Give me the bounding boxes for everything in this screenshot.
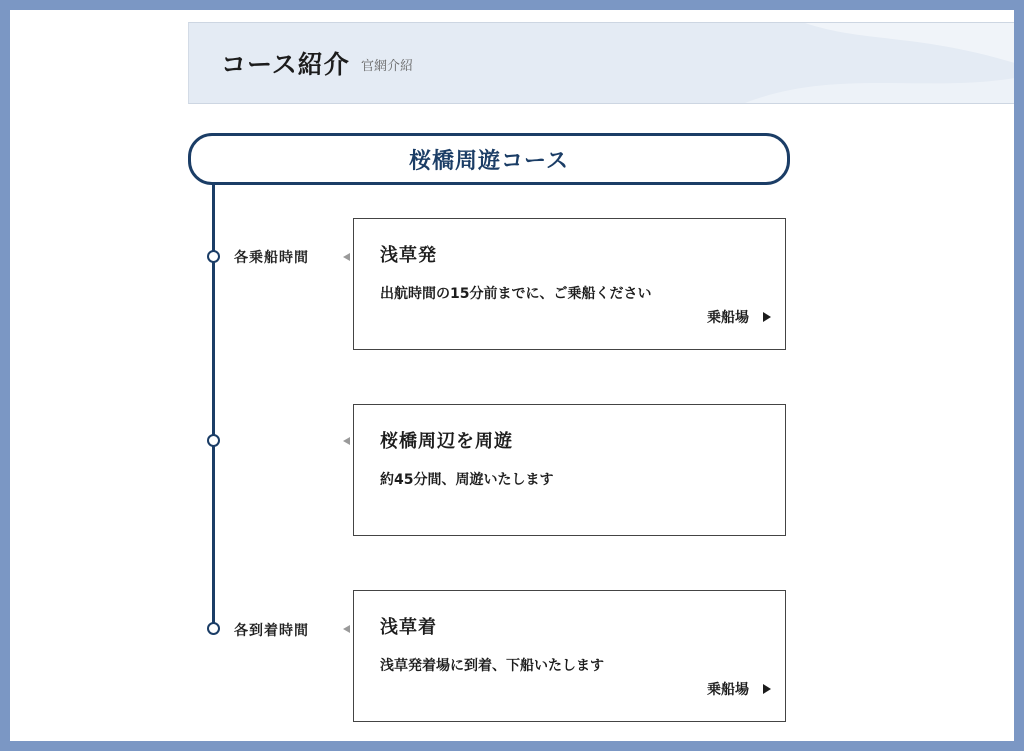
arrival-time-label: 各到着時間 bbox=[234, 623, 309, 639]
boarding-place-link-label: 乗船場 bbox=[707, 310, 749, 326]
course-title: 桜橋周遊コース bbox=[409, 148, 569, 174]
stop-card-cruise bbox=[353, 404, 786, 536]
course-title-pill bbox=[188, 133, 790, 185]
stop-description: 出航時間の15分前までに、ご乗船ください bbox=[380, 286, 652, 302]
boarding-place-link-label: 乗船場 bbox=[707, 682, 749, 698]
stop-title: 浅草着 bbox=[380, 617, 437, 638]
page-subtitle: 官網介紹 bbox=[361, 59, 414, 74]
page-header bbox=[188, 22, 1014, 104]
stop-description: 約45分間、周遊いたします bbox=[380, 472, 554, 488]
stop-card-arrival bbox=[353, 590, 786, 722]
boarding-place-link[interactable] bbox=[707, 679, 771, 699]
timeline-node-arrival bbox=[207, 622, 220, 635]
stop-title: 桜橋周辺を周遊 bbox=[380, 431, 513, 452]
timeline-line bbox=[212, 182, 215, 628]
timeline-node-departure bbox=[207, 250, 220, 263]
boarding-place-link[interactable] bbox=[707, 307, 771, 327]
stop-card-departure bbox=[353, 218, 786, 350]
header-decoration-icon bbox=[685, 23, 1014, 103]
stop-title: 浅草発 bbox=[380, 245, 437, 266]
pointer-icon bbox=[343, 625, 350, 633]
play-arrow-icon bbox=[763, 684, 771, 694]
page-title: コース紹介 bbox=[221, 50, 350, 79]
timeline-node-cruise bbox=[207, 434, 220, 447]
play-arrow-icon bbox=[763, 312, 771, 322]
pointer-icon bbox=[343, 253, 350, 261]
page-frame bbox=[10, 10, 1014, 741]
departure-time-label: 各乗船時間 bbox=[234, 250, 309, 266]
stop-description: 浅草発着場に到着、下船いたします bbox=[380, 658, 604, 674]
pointer-icon bbox=[343, 437, 350, 445]
